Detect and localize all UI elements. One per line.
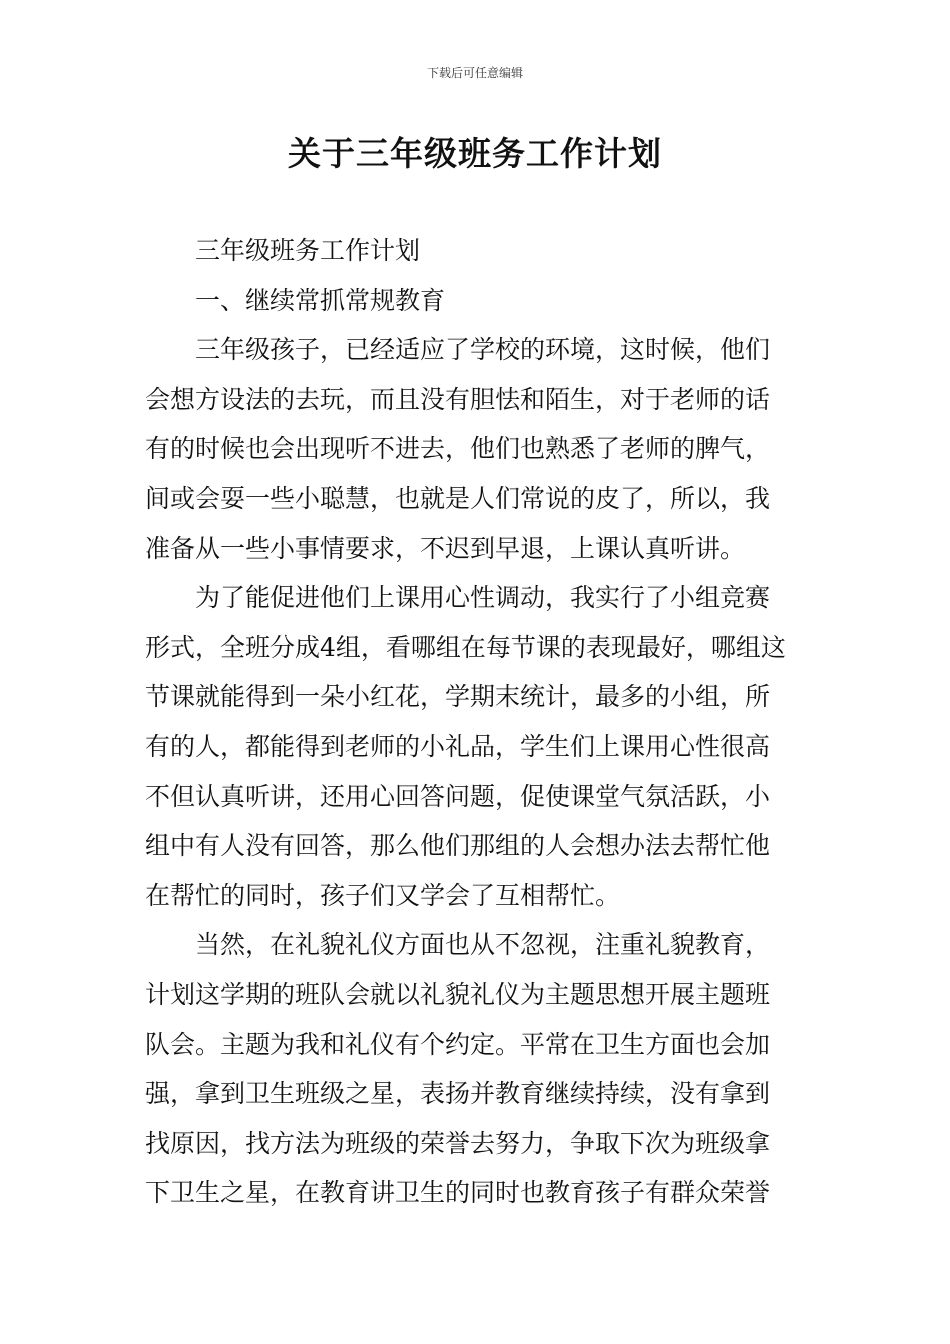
text-line: 节课就能得到一朵小红花，学期末统计，最多的小组，所 (145, 682, 771, 712)
text-line: 队会。主题为我和礼仪有个约定。平常在卫生方面也会加 (145, 1029, 771, 1059)
text-line: 准备从一些小事情要求，不迟到早退，上课认真听讲。 (145, 533, 746, 563)
text-line: 形式，全班分成4组，看哪组在每节课的表现最好，哪组这 (145, 632, 786, 662)
text-line: 强，拿到卫生班级之星，表扬并教育继续持续，没有拿到 (145, 1079, 771, 1109)
header-note: 下载后可任意编辑 (426, 66, 523, 80)
text-line: 下卫生之星，在教育讲卫生的同时也教育孩子有群众荣誉 (145, 1178, 771, 1208)
text-line: 当然，在礼貌礼仪方面也从不忽视，注重礼貌教育， (195, 930, 771, 960)
text-line: 三年级孩子，已经适应了学校的环境，这时候，他们 (195, 335, 771, 365)
document-body (145, 226, 809, 1218)
text-line: 一、继续常抓常规教育 (195, 285, 446, 315)
document-title: 关于三年级班务工作计划 (288, 134, 662, 173)
text-line: 有的人，都能得到老师的小礼品，学生们上课用心性很高 (145, 731, 771, 761)
text-line: 间或会耍一些小聪慧，也就是人们常说的皮了，所以，我 (145, 483, 771, 513)
text-line: 不但认真听讲，还用心回答问题，促使课堂气氛活跃，小 (145, 781, 771, 811)
text-line: 三年级班务工作计划 (195, 236, 421, 265)
text-line: 为了能促进他们上课用心性调动，我实行了小组竞赛 (195, 583, 771, 613)
text-line: 会想方设法的去玩，而且没有胆怯和陌生，对于老师的话 (145, 384, 771, 414)
text-line: 找原因，找方法为班级的荣誉去努力，争取下次为班级拿 (145, 1128, 771, 1158)
text-line: 在帮忙的同时，孩子们又学会了互相帮忙。 (145, 880, 621, 910)
text-line: 组中有人没有回答，那么他们那组的人会想办法去帮忙他 (145, 831, 771, 861)
text-line: 有的时候也会出现听不进去，他们也熟悉了老师的脾气， (145, 434, 771, 464)
text-line: 计划这学期的班队会就以礼貌礼仪为主题思想开展主题班 (145, 979, 771, 1009)
